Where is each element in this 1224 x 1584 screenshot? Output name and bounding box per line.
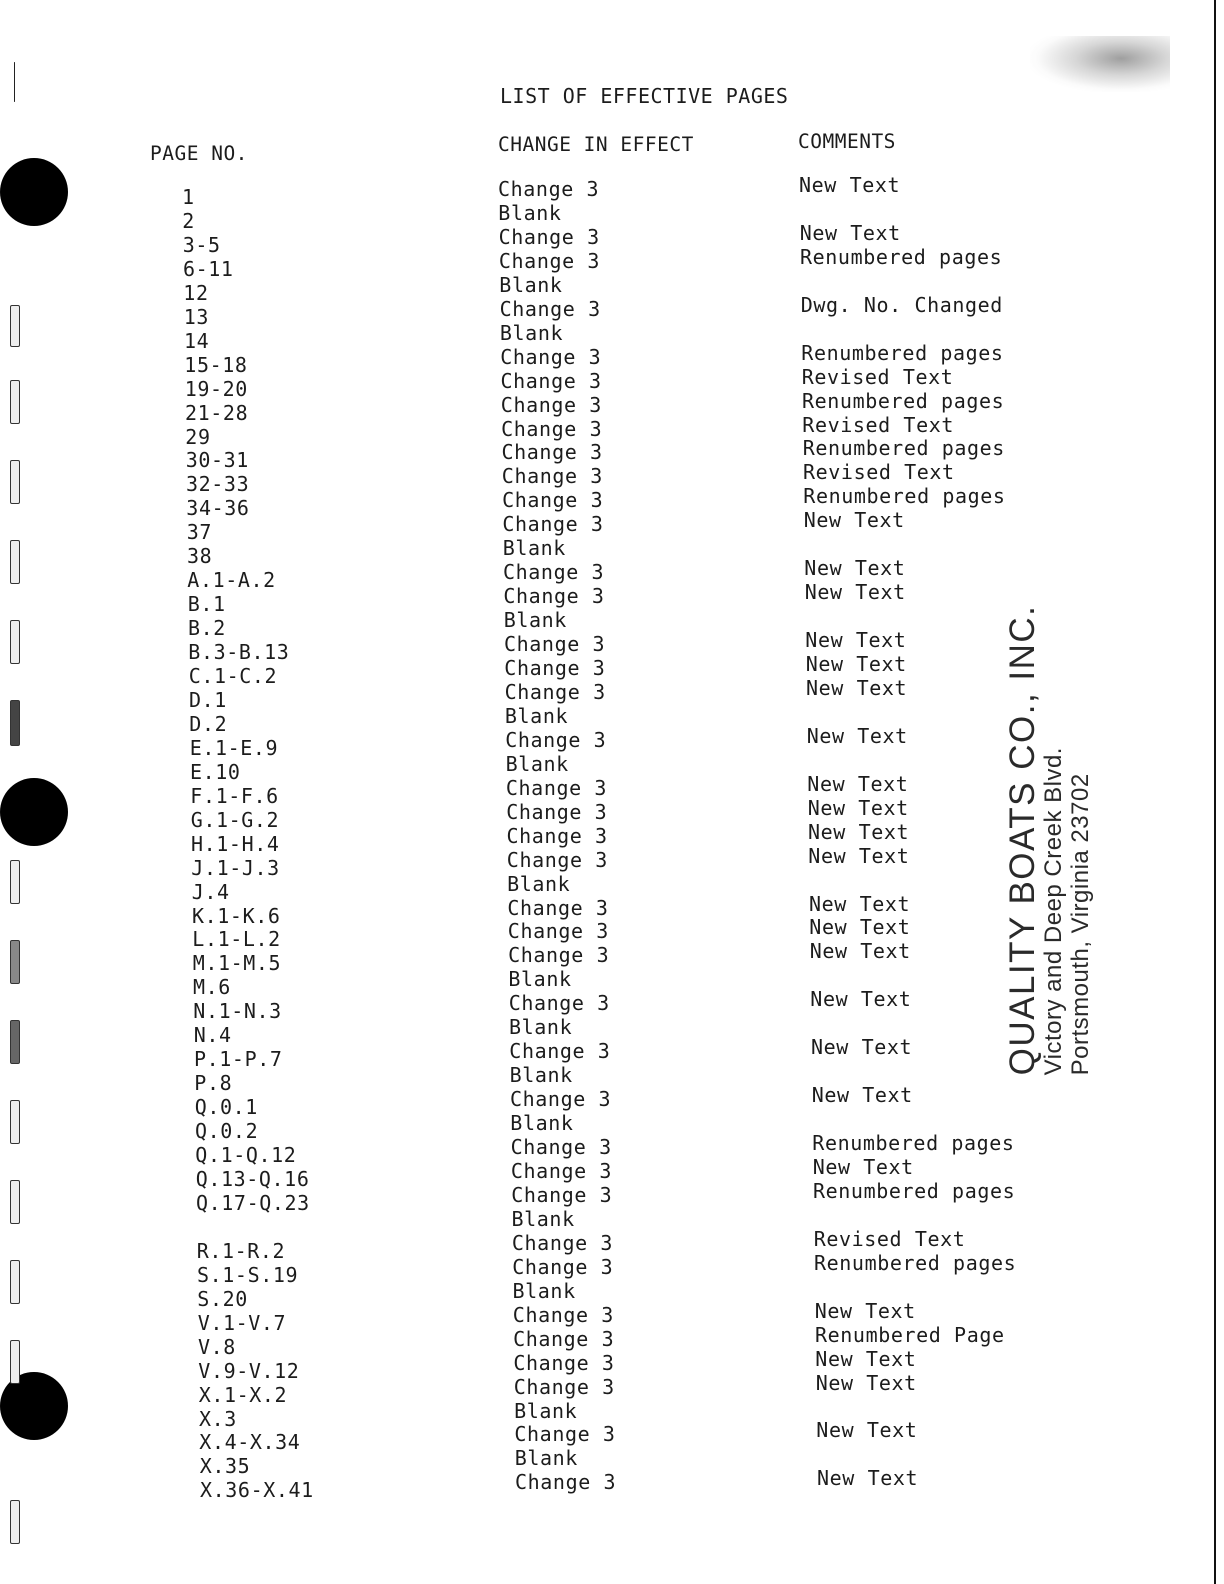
page-number-cell: 37 — [186, 520, 212, 545]
comment-cell: Renumbered pages — [802, 436, 1005, 461]
binding-mark — [10, 460, 20, 504]
comment-cell: Revised Text — [813, 1226, 966, 1251]
comment-cell: New Text — [817, 1466, 919, 1491]
change-cell: Change 3 — [506, 799, 608, 824]
change-cell: Change 3 — [515, 1470, 617, 1495]
change-cell: Change 3 — [511, 1182, 613, 1207]
comment-cell: New Text — [808, 843, 910, 868]
page-number-cell: M.1-M.5 — [192, 951, 282, 976]
change-cell: Change 3 — [512, 1302, 614, 1327]
change-cell: Blank — [499, 272, 563, 297]
change-cell: Change 3 — [504, 656, 606, 680]
comment-cell: Revised Text — [803, 460, 955, 485]
page-number-cell: Q.13-Q.16 — [195, 1166, 310, 1191]
change-cell: Change 3 — [514, 1422, 616, 1447]
change-cell: Change 3 — [498, 248, 601, 273]
page-number-cell: 34-36 — [186, 496, 250, 521]
comment-cell: New Text — [811, 1083, 913, 1108]
binding-mark — [10, 380, 20, 424]
stamp-company-name: QUALITY BOATS CO., INC. — [1003, 604, 1042, 1076]
change-cell: Blank — [505, 751, 569, 776]
change-cell: Change 3 — [501, 440, 603, 465]
binding-mark — [10, 1260, 20, 1304]
page-number-cell: L.1-L.2 — [192, 927, 281, 952]
binding-mark — [14, 62, 15, 102]
page-number-cell: A.1-A.2 — [187, 568, 276, 593]
page-number-cell: H.1-H.4 — [191, 831, 280, 856]
change-cell: Blank — [510, 1111, 574, 1135]
page-number-cell: K.1-K.6 — [192, 903, 281, 928]
page-number-cell: S.20 — [197, 1286, 248, 1311]
page-number-cell: X.36-X.41 — [200, 1478, 314, 1503]
comment-cell: Renumbered pages — [802, 388, 1005, 413]
comment-cell: New Text — [804, 556, 906, 581]
comment-cell: New Text — [810, 987, 912, 1012]
page-number-cell: P.8 — [194, 1071, 233, 1096]
comment-cell: New Text — [809, 939, 911, 964]
change-cell: Change 3 — [504, 680, 606, 704]
page-number-cell: 13 — [183, 304, 209, 329]
change-cell: Change 3 — [509, 1039, 611, 1064]
change-cell: Change 3 — [505, 727, 607, 752]
comment-cell: New Text — [799, 173, 901, 197]
page-edge-line — [1214, 0, 1216, 1584]
page-number-cell: X.1-X.2 — [198, 1382, 288, 1407]
binding-mark — [10, 1100, 20, 1144]
binding-mark — [10, 305, 20, 347]
change-cell: Change 3 — [503, 584, 605, 609]
change-cell: Change 3 — [508, 943, 610, 968]
change-cell: Change 3 — [502, 488, 604, 513]
change-cell: Blank — [512, 1278, 576, 1303]
change-cell: Change 3 — [510, 1158, 613, 1183]
change-cell: Change 3 — [512, 1254, 614, 1279]
comment-cell: New Text — [807, 795, 909, 820]
header-page-no: PAGE NO. — [150, 142, 248, 165]
page-number-cell: V.8 — [198, 1334, 236, 1359]
page-number-cell: 6-11 — [183, 256, 234, 281]
comment-cell: New Text — [812, 1154, 914, 1179]
change-cell: Change 3 — [510, 1135, 612, 1159]
change-cell: Blank — [509, 1063, 573, 1088]
comment-cell: New Text — [808, 819, 910, 844]
comment-cell: New Text — [803, 508, 905, 533]
page-number-cell: Q.17-Q.23 — [196, 1190, 310, 1215]
comment-cell: New Text — [809, 891, 911, 916]
change-cell: Blank — [499, 320, 564, 345]
change-cell: Change 3 — [506, 823, 608, 848]
page-number-cell: N.4 — [193, 1023, 232, 1048]
page-number-cell: Q.0.1 — [194, 1095, 258, 1120]
page-number-cell: P.1-P.7 — [194, 1047, 283, 1072]
comment-cell: Dwg. No. Changed — [800, 292, 1003, 317]
binding-mark — [10, 860, 20, 904]
stamp-city: Portsmouth, Virginia 23702 — [1067, 773, 1094, 1076]
change-cell: Change 3 — [501, 416, 603, 441]
comment-cell: Renumbered pages — [812, 1131, 1015, 1155]
page-number-cell: M.6 — [193, 975, 231, 1000]
page-number-cell: D.1 — [189, 688, 227, 712]
page-number-cell: 12 — [183, 280, 209, 305]
change-cell: Change 3 — [500, 344, 602, 369]
page-number-cell: N.1-N.3 — [193, 999, 282, 1024]
page-number-cell: C.1-C.2 — [188, 664, 278, 688]
page-number-cell: Q.1-Q.12 — [195, 1143, 297, 1167]
page-number-cell: J.4 — [191, 879, 230, 904]
company-stamp — [1003, 604, 1094, 1076]
change-cell: Change 3 — [500, 392, 602, 417]
comment-cell: Revised Text — [801, 364, 954, 389]
page-number-cell: S.1-S.19 — [197, 1262, 299, 1287]
binding-mark — [10, 540, 20, 584]
binding-mark — [10, 700, 20, 746]
comment-cell: New Text — [815, 1346, 917, 1371]
binding-mark — [10, 1020, 20, 1064]
comment-cell: New Text — [811, 1035, 913, 1060]
change-cell: Blank — [507, 871, 571, 896]
change-cell: Change 3 — [507, 895, 609, 920]
page-number-cell: G.1-G.2 — [190, 807, 280, 832]
change-cell: Change 3 — [513, 1350, 615, 1375]
page-number-cell: J.1-J.3 — [191, 855, 280, 880]
page-number-cell: 38 — [187, 544, 213, 569]
stamp-street: Victory and Deep Creek Blvd. — [1040, 747, 1067, 1076]
comment-cell: Renumbered pages — [813, 1178, 1016, 1203]
comment-cell: New Text — [805, 652, 907, 676]
page-number-cell: X.3 — [199, 1406, 237, 1431]
header-comments: COMMENTS — [798, 130, 896, 153]
page-number-cell: 30-31 — [185, 448, 249, 473]
scan-smudge — [1030, 36, 1170, 92]
header-change-in-effect: CHANGE IN EFFECT — [498, 133, 694, 156]
comment-cell: Renumbered pages — [803, 484, 1006, 509]
comment-cell: Renumbered Page — [815, 1322, 1005, 1347]
punch-hole — [0, 778, 68, 846]
change-cell: Change 3 — [513, 1326, 615, 1351]
page-number-cell: 15-18 — [184, 352, 248, 377]
comment-cell: New Text — [809, 915, 911, 940]
page-title: LIST OF EFFECTIVE PAGES — [500, 84, 789, 108]
page-number-cell: E.1-E.9 — [189, 735, 279, 760]
change-cell: Change 3 — [500, 368, 602, 393]
page-number-cell: 14 — [184, 328, 210, 353]
comment-cell: New Text — [804, 580, 906, 605]
comment-cell: New Text — [806, 676, 908, 700]
change-cell: Change 3 — [506, 847, 608, 872]
change-cell: Change 3 — [498, 224, 600, 249]
page-number-cell: 1 — [182, 185, 195, 209]
comment-cell: New Text — [806, 723, 908, 748]
change-cell: Change 3 — [502, 512, 604, 537]
page-number-cell: V.9-V.12 — [198, 1358, 300, 1383]
comment-cell: Revised Text — [802, 412, 954, 437]
page-number-cell: D.2 — [189, 711, 228, 736]
binding-mark — [10, 620, 20, 664]
change-cell: Blank — [503, 608, 567, 633]
change-cell: Blank — [504, 703, 569, 728]
page-number-cell: 2 — [182, 208, 195, 233]
binding-mark — [10, 1340, 20, 1384]
change-cell: Change 3 — [499, 296, 601, 321]
page-number-cell: E.10 — [190, 759, 241, 784]
change-cell: Blank — [514, 1398, 578, 1423]
change-cell: Change 3 — [510, 1087, 612, 1112]
page-number-cell: B.3-B.13 — [188, 640, 290, 664]
change-cell: Change 3 — [508, 991, 610, 1016]
page-number-cell: V.1-V.7 — [197, 1310, 287, 1335]
change-cell: Change 3 — [511, 1230, 614, 1255]
change-cell: Blank — [509, 1015, 573, 1040]
comment-cell: New Text — [814, 1298, 916, 1323]
comment-cell: Renumbered pages — [814, 1250, 1017, 1275]
comment-cell: New Text — [805, 628, 907, 652]
change-cell: Change 3 — [505, 775, 608, 800]
comment-cell: New Text — [815, 1370, 917, 1395]
change-cell: Blank — [502, 536, 566, 561]
change-cell: Blank — [511, 1206, 575, 1231]
comment-cell: Renumbered pages — [801, 340, 1004, 365]
binding-mark — [10, 940, 20, 984]
page-number-cell: 19-20 — [184, 376, 248, 401]
change-cell: Change 3 — [504, 632, 606, 656]
page-number-cell: 3-5 — [182, 232, 221, 257]
change-cell: Blank — [508, 967, 572, 992]
page-number-cell: F.1-F.6 — [190, 783, 279, 808]
comment-cell: New Text — [799, 220, 901, 245]
change-cell: Change 3 — [507, 919, 609, 944]
comment-cell: New Text — [807, 771, 909, 796]
page-number-cell: X.35 — [199, 1454, 251, 1479]
binding-mark — [10, 1180, 20, 1224]
page-number-cell: R.1-R.2 — [196, 1238, 286, 1263]
binding-mark — [10, 1500, 20, 1544]
change-cell: Change 3 — [503, 560, 605, 585]
page-number-cell: X.4-X.34 — [199, 1430, 301, 1455]
change-cell: Change 3 — [513, 1374, 615, 1399]
page-number-cell: 29 — [185, 424, 211, 449]
comment-cell: Renumbered pages — [800, 244, 1003, 269]
change-cell: Blank — [498, 200, 562, 225]
page-number-cell: B.2 — [188, 616, 226, 641]
page-number-cell: 21-28 — [185, 400, 249, 425]
page-number-cell: Q.0.2 — [195, 1119, 259, 1143]
page-number-cell: B.1 — [187, 592, 226, 617]
page-number-cell: 32-33 — [186, 472, 250, 497]
change-cell: Change 3 — [501, 464, 603, 489]
punch-hole — [0, 158, 68, 226]
comment-cell: New Text — [816, 1418, 918, 1443]
change-cell: Blank — [514, 1446, 578, 1471]
change-cell: Change 3 — [498, 177, 600, 201]
